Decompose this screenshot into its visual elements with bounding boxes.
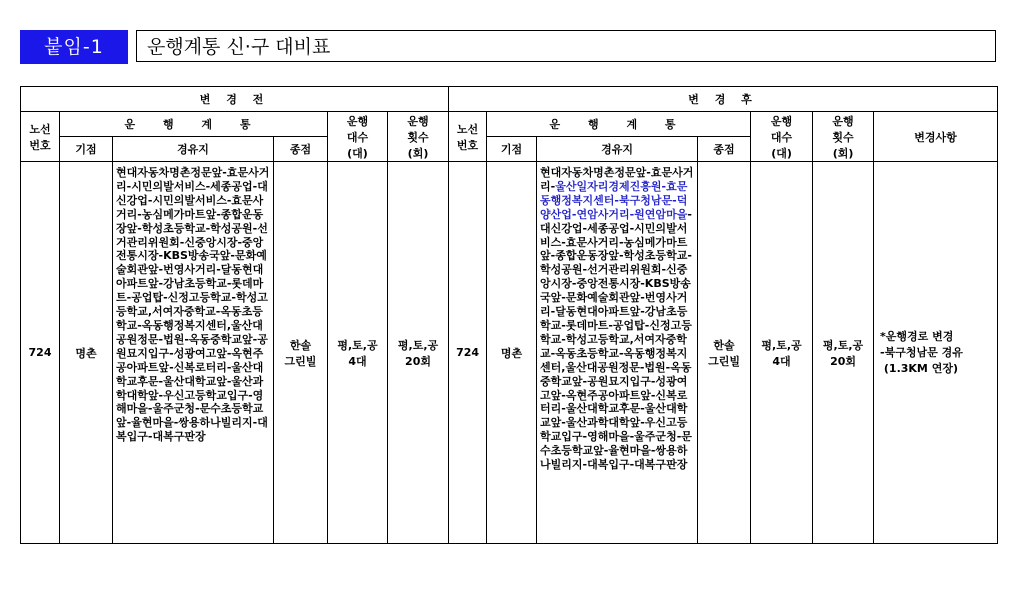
after-trips-header: 운행 횟수 (회) — [813, 112, 874, 162]
before-vehicles: 평,토,공 4대 — [328, 162, 388, 544]
before-route-group-header: 운 행 계 통 — [60, 112, 328, 137]
after-header: 변 경 후 — [449, 87, 998, 112]
before-via-header: 경유지 — [113, 137, 274, 162]
after-via-text-2: -대신강업-세종공업-시민의발서비스-효문사거리-농심메가마트앞-종합운동장앞-학성초등학교-학성공원-선거관리위원회-신중앙시장-중앙전통시장-KBS방송국앞-문화예술회관앞-번영사거리-달동현대아파트앞-강남초등학교-롯데마트-공업탑-신정고등학교-학성고등학교,서여자중학교-옥동초등학교-옥동행정복지센터,울산대공원정문-법원-옥동중학교앞-공원묘지입구-성광여고앞-옥현주공아파트앞-신복로터리-울산대학교후문-울산대학교앞-울산과학대학앞-우신고등학교입구-영해마을-울주군청-문수초등학교앞-율현마을-쌍용하나빌리지-대복입구-대복구판장 — [540, 207, 692, 472]
before-vehicles-header: 운행 대수 (대) — [328, 112, 388, 162]
after-via-text-1: 현대자동차명촌정문앞-효문사거리- — [540, 166, 694, 193]
after-route-no-header: 노선 번호 — [449, 112, 487, 162]
before-route-no: 724 — [21, 162, 60, 544]
before-end: 한솔 그린빌 — [274, 162, 328, 544]
after-route-group-header: 운 행 계 통 — [487, 112, 751, 137]
before-end-header: 종점 — [274, 137, 328, 162]
after-via-highlight: 울산일자리경제진흥원-효문동행정복지센터-북구청남문-덕양산업-연암사거리-원연암마을 — [540, 179, 688, 221]
before-header: 변 경 전 — [21, 87, 449, 112]
before-via-text: 현대자동차명촌정문앞-효문사거리-시민의발서비스-세종공업-대신강업-시민의발서비스-효문사거리-농심메가마트앞-종합운동장앞-학성초등학교-학성공원-선거관리위원회-신중앙시장-중앙전통시장-KBS방송국앞-문화예술회관앞-번영사거리-달동현대아파트앞-강남초등학교-롯데마트-공업탑-신정고등학교-학성고등학교,서여자중학교-옥동초등학교-옥동행정복지센터,울산대공원정문-법원-옥동중학교앞-공원묘지입구-성광여고앞-옥현주공아파트앞-신복로터리-울산대학교후문-울산대학교앞-울산과학대학앞-우신고등학교입구-영해마을-울주군청-문수초등학교앞-율현마을-쌍용하나빌리지-대복입구-대복구판장 — [116, 166, 270, 444]
before-start: 명촌 — [60, 162, 113, 544]
after-start-header: 기점 — [487, 137, 537, 162]
after-vehicles-header: 운행 대수 (대) — [751, 112, 813, 162]
after-route-no: 724 — [449, 162, 487, 544]
changes-header: 변경사항 — [874, 112, 998, 162]
after-trips: 평,토,공 20회 — [813, 162, 874, 544]
after-start: 명촌 — [487, 162, 537, 544]
after-via — [537, 162, 698, 544]
attachment-badge: 붙임-1 — [20, 30, 128, 64]
document-title: 운행계통 신·구 대비표 — [136, 30, 996, 62]
before-via — [113, 162, 274, 544]
before-trips-header: 운행 횟수 (회) — [388, 112, 449, 162]
after-via-header: 경유지 — [537, 137, 698, 162]
after-vehicles: 평,토,공 4대 — [751, 162, 813, 544]
change-notes: *운행경로 변경 -북구청남문 경유 (1.3KM 연장) — [874, 162, 998, 544]
before-trips: 평,토,공 20회 — [388, 162, 449, 544]
table-row — [21, 162, 998, 544]
before-route-no-header: 노선 번호 — [21, 112, 60, 162]
before-start-header: 기점 — [60, 137, 113, 162]
after-end-header: 종점 — [698, 137, 751, 162]
after-end: 한솔 그린빌 — [698, 162, 751, 544]
comparison-table — [20, 86, 998, 544]
